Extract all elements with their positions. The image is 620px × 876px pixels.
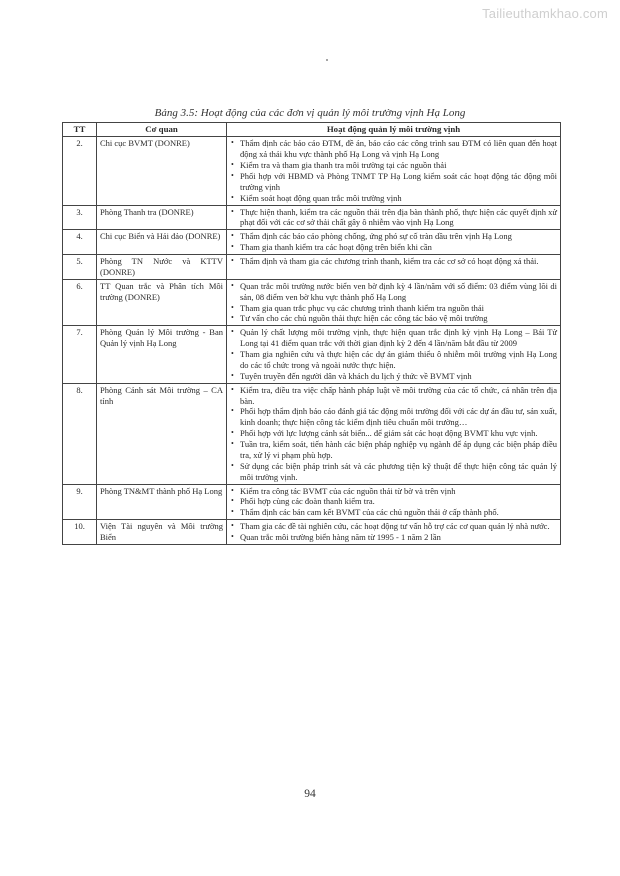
activity-item	[230, 231, 557, 242]
activity-item	[230, 349, 557, 371]
bullet-icon: •	[231, 349, 234, 358]
page-number: 94	[304, 788, 316, 800]
activity-item	[230, 486, 557, 497]
activity-text: Thực hiện thanh, kiểm tra các nguồn thải trên địa bàn thành phố, thực hiện các quyết định xử phạt đối với các cơ sở thải chất gây ô nhiễm vào vịnh Hạ Long	[240, 206, 557, 228]
row-number: 10.	[63, 520, 97, 545]
activity-text: Phối hợp với lực lượng cảnh sát biển... để giám sát các hoạt động BVMT khu vực vịnh.	[240, 428, 538, 439]
activity-item	[230, 385, 557, 407]
activity-item	[230, 207, 557, 229]
agency-name: Phòng TN Nước và KTTV (DONRE)	[97, 255, 227, 280]
bullet-icon: •	[231, 242, 234, 252]
activity-text: Tham gia quan trắc phục vụ các chương trình thanh kiểm tra nguồn thải	[240, 302, 484, 313]
header-tt: TT	[63, 123, 97, 137]
activity-cell	[227, 520, 561, 545]
table-row	[63, 520, 561, 545]
scan-speck	[326, 59, 328, 61]
watermark: Tailieuthamkhao.com	[482, 6, 608, 21]
activity-item	[230, 256, 557, 267]
activity-cell	[227, 279, 561, 326]
bullet-icon: •	[231, 256, 234, 265]
activity-text: Quan trắc môi trường biển hàng năm từ 1995 - 1 năm 2 lần	[240, 532, 441, 542]
activity-item	[230, 461, 557, 483]
bullet-icon: •	[231, 280, 234, 290]
activities-table	[62, 122, 561, 545]
activity-text: Phối hợp cùng các đoàn thanh kiểm tra.	[240, 496, 375, 507]
bullet-icon: •	[231, 138, 234, 148]
table-row	[63, 279, 561, 326]
table-row	[63, 137, 561, 205]
activity-text: Tuyên truyền đến người dân và khách du lịch ý thức về BVMT vịnh	[240, 370, 472, 381]
activity-text: Quan trắc môi trường nước biển ven bờ định kỳ 4 lần/năm với số điểm: 03 điểm vùng lõi di sản, 08 điểm ven bờ khu vực thành phố Hạ Long	[240, 280, 557, 302]
activity-text: Phối hợp thẩm định báo cáo đánh giá tác động môi trường đối với các dự án đầu tư, sản xuất, kinh doanh; thực hiện công tác kiểm định tiêu chuẩn môi trường…	[240, 406, 557, 428]
table-row	[63, 255, 561, 280]
activity-item	[230, 507, 557, 518]
table-header-row	[63, 123, 561, 137]
bullet-icon: •	[231, 496, 234, 506]
activity-item	[230, 406, 557, 428]
activity-item	[230, 303, 557, 314]
activity-cell	[227, 484, 561, 520]
activity-item	[230, 439, 557, 461]
bullet-icon: •	[231, 192, 234, 202]
bullet-icon: •	[231, 313, 234, 323]
table-caption: Bảng 3.5: Hoạt động của các đơn vị quản lý môi trường vịnh Hạ Long	[154, 107, 466, 119]
activity-text: Thẩm định các báo cáo phòng chống, ứng phó sự cố tràn dầu trên vịnh Hạ Long	[240, 231, 512, 242]
activity-cell	[227, 326, 561, 383]
activity-text: Kiểm tra và tham gia thanh tra môi trường tại các nguồn thải	[240, 160, 447, 170]
bullet-icon: •	[231, 507, 234, 517]
activity-cell	[227, 230, 561, 255]
bullet-icon: •	[231, 370, 234, 380]
activity-item	[230, 160, 557, 171]
activity-item	[230, 428, 557, 439]
activity-text: Thẩm định và tham gia các chương trình thanh, kiểm tra các cơ sở có hoạt động xả thải.	[240, 256, 539, 266]
bullet-icon: •	[231, 485, 234, 495]
agency-name: Viện Tài nguyên và Môi trường Biển	[97, 520, 227, 545]
activity-text: Tham gia thanh kiểm tra các hoạt động trên biển khi cần	[240, 242, 432, 253]
activity-text: Tư vấn cho các chủ nguồn thải thực hiện các công tác bảo vệ môi trường	[240, 313, 488, 324]
activity-text: Thẩm định các báo cáo ĐTM, đề án, báo cáo các công trình sau ĐTM có liên quan đến hoạt động xả thải khu vực thành phố Hạ Long và vịnh Hạ Long	[240, 138, 557, 160]
table-row	[63, 230, 561, 255]
activity-text: Kiểm tra, điều tra việc chấp hành pháp luật về môi trường của các tổ chức, cá nhân trên địa bàn.	[240, 384, 557, 406]
bullet-icon: •	[231, 160, 234, 169]
activity-cell	[227, 383, 561, 484]
bullet-icon: •	[231, 170, 234, 180]
activity-item	[230, 193, 557, 204]
header-agency: Cơ quan	[97, 123, 227, 137]
agency-name: Phòng Quản lý Môi trường - Ban Quản lý vịnh Hạ Long	[97, 326, 227, 383]
activity-item	[230, 496, 557, 507]
agency-name: TT Quan trắc và Phân tích Môi trường (DONRE)	[97, 279, 227, 326]
bullet-icon: •	[231, 206, 234, 216]
agency-name: Phòng TN&MT thành phố Hạ Long	[97, 484, 227, 520]
activity-text: Quản lý chất lượng môi trường vịnh, thực hiện quan trắc định kỳ vịnh Hạ Long – Bái Tử Long tại 41 điểm quan trắc với thời gian định kỳ 2 đến 4 lần/năm bắt đầu từ 2009	[240, 327, 557, 349]
activity-cell	[227, 255, 561, 280]
bullet-icon: •	[231, 439, 234, 448]
bullet-icon: •	[231, 302, 234, 312]
bullet-icon: •	[231, 532, 234, 541]
table-row	[63, 383, 561, 484]
agency-name: Phòng Thanh tra (DONRE)	[97, 205, 227, 230]
bullet-icon: •	[231, 428, 234, 438]
activity-cell	[227, 137, 561, 205]
activity-item	[230, 171, 557, 193]
row-number: 4.	[63, 230, 97, 255]
activity-item	[230, 242, 557, 253]
table-row	[63, 205, 561, 230]
table-row	[63, 326, 561, 383]
activity-cell	[227, 205, 561, 230]
row-number: 6.	[63, 279, 97, 326]
bullet-icon: •	[231, 460, 234, 470]
bullet-icon: •	[231, 231, 234, 241]
bullet-icon: •	[231, 406, 234, 416]
activity-item	[230, 313, 557, 324]
activity-item	[230, 521, 557, 532]
table-row	[63, 484, 561, 520]
activity-item	[230, 371, 557, 382]
activity-text: Sử dụng các biện pháp trinh sát và các phương tiện kỹ thuật để thực hiện công tác quản lý môi trường vịnh.	[240, 460, 557, 482]
header-activities: Hoạt động quản lý môi trường vịnh	[227, 123, 561, 137]
activity-item	[230, 281, 557, 303]
activity-text: Tham gia nghiên cứu và thực hiện các dự án giảm thiểu ô nhiễm môi trường vịnh Hạ Long do các tổ chức trong và ngoài nước thực hiện.	[240, 349, 557, 370]
activity-text: Thẩm định các bản cam kết BVMT của các chủ nguồn thải ở cấp thành phố.	[240, 507, 499, 518]
activity-item	[230, 532, 557, 543]
row-number: 3.	[63, 205, 97, 230]
activity-text: Tham gia các đề tài nghiên cứu, các hoạt động tư vấn hỗ trợ các cơ quan quản lý nhà nước.	[240, 521, 550, 532]
activity-text: Phối hợp với HBMD và Phòng TNMT TP Hạ Long kiểm soát các hoạt động tác động môi trường vịnh	[240, 170, 557, 192]
activity-item	[230, 138, 557, 160]
row-number: 8.	[63, 383, 97, 484]
activity-text: Kiểm tra công tác BVMT của các nguồn thải từ bờ và trên vịnh	[240, 485, 456, 496]
agency-name: Chi cục BVMT (DONRE)	[97, 137, 227, 205]
bullet-icon: •	[231, 521, 234, 531]
agency-name: Phòng Cảnh sát Môi trường – CA tỉnh	[97, 383, 227, 484]
activity-item	[230, 327, 557, 349]
bullet-icon: •	[231, 384, 234, 394]
activity-text: Tuần tra, kiểm soát, tiến hành các biện pháp nghiệp vụ ngành để áp dụng các biện pháp điều tra, xử lý vi phạm phù hợp.	[240, 439, 557, 460]
row-number: 2.	[63, 137, 97, 205]
row-number: 9.	[63, 484, 97, 520]
agency-name: Chi cục Biển và Hải đảo (DONRE)	[97, 230, 227, 255]
row-number: 7.	[63, 326, 97, 383]
activity-text: Kiểm soát hoạt động quan trắc môi trường vịnh	[240, 192, 402, 203]
bullet-icon: •	[231, 327, 234, 337]
row-number: 5.	[63, 255, 97, 280]
